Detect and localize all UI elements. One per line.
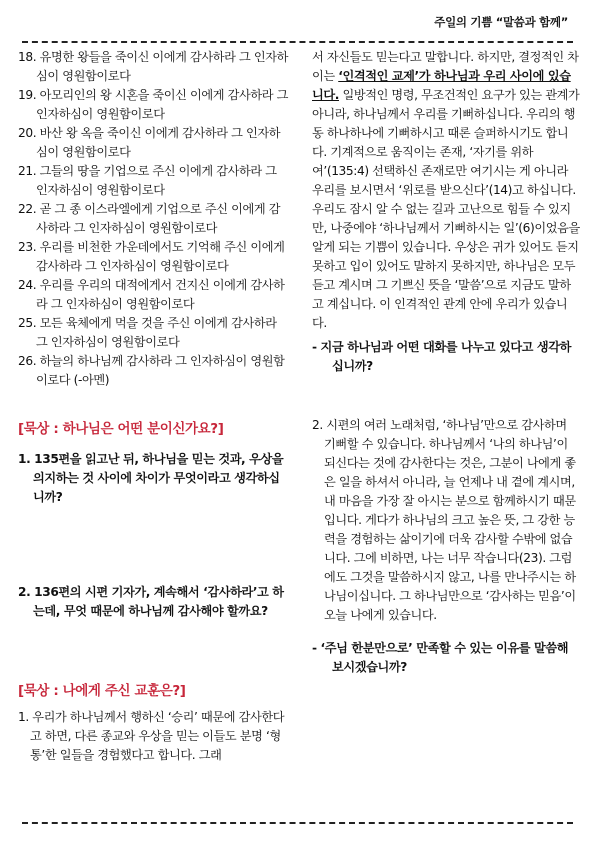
bottom-divider [22, 822, 573, 824]
verse-20: 20. 바산 왕 옥을 죽이신 이에게 감사하라 그 인자하심이 영원함이로다 [18, 126, 281, 159]
verse-18: 18. 유명한 왕들을 죽이신 이에게 감사하라 그 인자하심이 영원함이로다 [18, 50, 288, 83]
meditation-question-1: 1. 135편을 읽고난 뒤, 하나님을 믿는 것과, 우상을 의지하는 것 사이에 차이가 무엇이라고 생각하십니까? [18, 452, 284, 504]
verse-24: 24. 우리를 우리의 대적에게서 건지신 이에게 감사하라 그 인자하심이 영원함이로다 [18, 278, 285, 311]
reflection-question-1: - 지금 하나님과 어떤 대화를 나누고 있다고 생각하십니까? [312, 340, 572, 373]
verse-21: 21. 그들의 땅을 기업으로 주신 이에게 감사하라 그 인자하심이 영원함이로다 [18, 164, 277, 197]
lesson-paragraph-1: 1. 우리가 하나님께서 행하신 ‘승리’ 때문에 감사한다고 하면, 다른 종교와 우상을 믿는 이들도 분명 ‘형통’한 일들을 경험했다고 합니다. 그래 [18, 710, 285, 762]
lesson-paragraph-2: 2. 시편의 여러 노래처럼, ‘하나님’만으로 감사하며 기뻐할 수 있습니다. 하나님께서 ‘나의 하나님’이 되신다는 것에 감사한다는 것은, 그분이 나에게 좋은 일을 하셔서 아니라, 늘 언제나 내 곁에 계시며, 내 마음을 가장 잘 아시는 분으로 함께하시기 때문입니다. 게다가 하나님의 크고 높은 뜻, 그 강한 능력을 경험하는 삶이기에 더욱 감사할 수밖에 없습니다. 그에 비하면, 나는 너무 작습니다(23). 그럼에도 그것을 말씀하시지 않고, 나를 만나주시는 하나님이십니다. 그 하나님만으로 ‘감사하는 믿음’이 오늘 나에게 있습니다. [312, 418, 576, 622]
verse-19: 19. 아모리인의 왕 시혼을 죽이신 이에게 감사하라 그 인자하심이 영원함이로다 [18, 88, 288, 121]
verse-22: 22. 곧 그 종 이스라엘에게 기업으로 주신 이에게 감사하라 그 인자하심이 영원함이로다 [18, 202, 281, 235]
verse-25: 25. 모든 육체에게 먹을 것을 주신 이에게 감사하라 그 인자하심이 영원함이로다 [18, 316, 277, 349]
verse-23: 23. 우리를 비천한 가운데에서도 기억해 주신 이에게 감사하라 그 인자하심이 영원함이로다 [18, 240, 285, 273]
top-divider [22, 41, 573, 43]
meditation-heading-1: [묵상 : 하나님은 어떤 분이신가요?] [18, 421, 224, 437]
reflection-question-2: - ‘주님 한분만으로’ 만족할 수 있는 이유를 말씀해 보시겠습니까? [312, 641, 569, 674]
left-column [18, 48, 290, 765]
verse-26: 26. 하늘의 하나님께 감사하라 그 인자하심이 영원함이로다 (-아멘) [18, 354, 285, 387]
meditation-question-2: 2. 136편의 시편 기자가, 계속해서 ‘감사하라’고 하는데, 무엇 때문에 하나님께 감사해야 할까요? [18, 585, 284, 618]
key-phrase: ‘인격적인 교제’가 하나님과 우리 사이에 있습니다. [312, 69, 571, 102]
right-column [312, 48, 580, 677]
meditation-heading-2: [묵상 : 나에게 주신 교훈은?] [18, 683, 186, 699]
header-title: 주일의 기쁨 “말씀과 함께” [434, 15, 568, 29]
lesson-paragraph-1-continued: 서 자신들도 믿는다고 말합니다. 하지만, 결정적인 차이는 ‘인격적인 교제’가 하나님과 우리 사이에 있습니다. 일방적인 명령, 무조건적인 요구가 있는 관계가 아니라, 하나님께서 우리를 기뻐하십니다. 우리의 행동 하나하나에 기뻐하시고 때론 슬퍼하시기도 합니다. 기계적으로 움직이는 존재, ‘자기를 위하여’(135:4) 선택하신 존재로만 여기시는 게 아니라 우리를 보시면서 ‘위로를 받으신다’(14)고 하십니다. 우리도 잠시 알 수 없는 길과 고난으로 힘들 수 있지만, 나중에야 ‘하나님께서 기뻐하시는 일’(6)이었음을 알게 되는 기쁨이 있습니다. 우상은 귀가 있어도 듣지 못하고 입이 있어도 말하지 못하지만, 하나님은 모두 듣고 계시며 그 기쁘신 뜻을 ‘말씀’으로 지금도 말하고 계십니다. 이 인격적인 관계 안에 우리가 있습니다. [312, 50, 580, 330]
